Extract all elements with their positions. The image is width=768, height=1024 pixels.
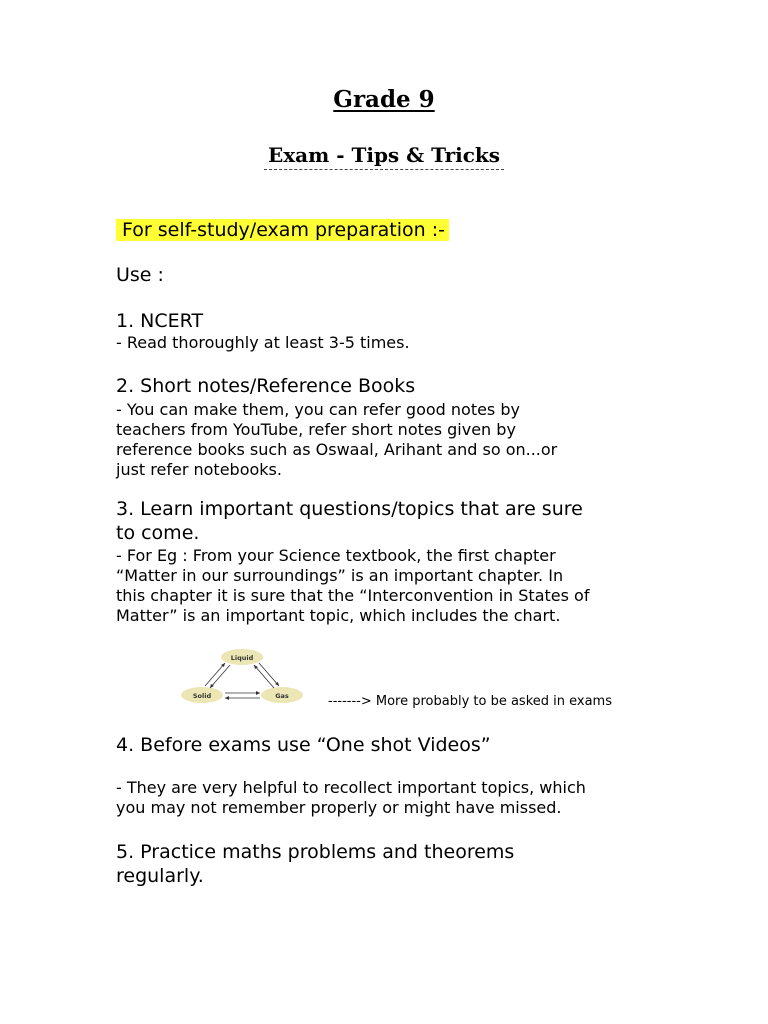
diagram-note: -------> More probably to be asked in exams	[328, 694, 612, 709]
item-5-heading-line: regularly.	[116, 865, 204, 887]
page-subtitle	[0, 143, 768, 167]
item-2-body-line: just refer notebooks.	[116, 460, 282, 479]
item-3-heading-line: to come.	[116, 522, 200, 544]
item-2-body	[116, 400, 557, 480]
item-3-body-line: Matter” is an important topic, which includes the chart.	[116, 606, 561, 625]
use-label: Use :	[116, 264, 164, 286]
item-3-body	[116, 546, 589, 626]
item-1-heading: 1. NCERT	[116, 310, 204, 332]
solid-node	[181, 687, 223, 703]
item-1-body-line: - Read thoroughly at least 3-5 times.	[116, 333, 410, 352]
item-3-heading	[116, 497, 583, 545]
solid-label: Solid	[192, 692, 212, 700]
item-5-heading	[116, 840, 514, 888]
item-4-heading: 4. Before exams use “One shot Videos”	[116, 734, 491, 756]
item-2-heading: 2. Short notes/Reference Books	[116, 375, 416, 397]
page-title: Grade 9	[333, 86, 435, 113]
item-4-body	[116, 778, 586, 818]
item-2-body-line: teachers from YouTube, refer short notes given by	[116, 420, 516, 439]
item-3-heading-line: 3. Learn important questions/topics that are sure	[116, 498, 583, 520]
item-5-heading-line: 5. Practice maths problems and theorems	[116, 841, 515, 863]
states-of-matter-diagram	[180, 644, 310, 710]
item-4-body-line: you may not remember properly or might have missed.	[116, 798, 562, 817]
item-3-body-line: “Matter in our surroundings” is an important chapter. In	[116, 566, 564, 585]
item-3-body-line: this chapter it is sure that the “Interconvention in States of	[116, 586, 590, 605]
gas-node	[261, 687, 303, 703]
section-heading: For self-study/exam preparation :-	[116, 219, 449, 241]
item-4-body-line: - They are very helpful to recollect important topics, which	[116, 778, 586, 797]
item-3-body-line: - For Eg : From your Science textbook, the first chapter	[116, 546, 556, 565]
item-1-body	[116, 333, 410, 353]
subtitle-text: Exam - Tips & Tricks	[264, 143, 504, 170]
item-2-body-line: reference books such as Oswaal, Arihant and so on...or	[116, 440, 558, 459]
gas-label: Gas	[275, 692, 289, 700]
item-2-body-line: - You can make them, you can refer good notes by	[116, 400, 520, 419]
liquid-label: Liquid	[230, 654, 254, 662]
liquid-node	[221, 649, 263, 665]
